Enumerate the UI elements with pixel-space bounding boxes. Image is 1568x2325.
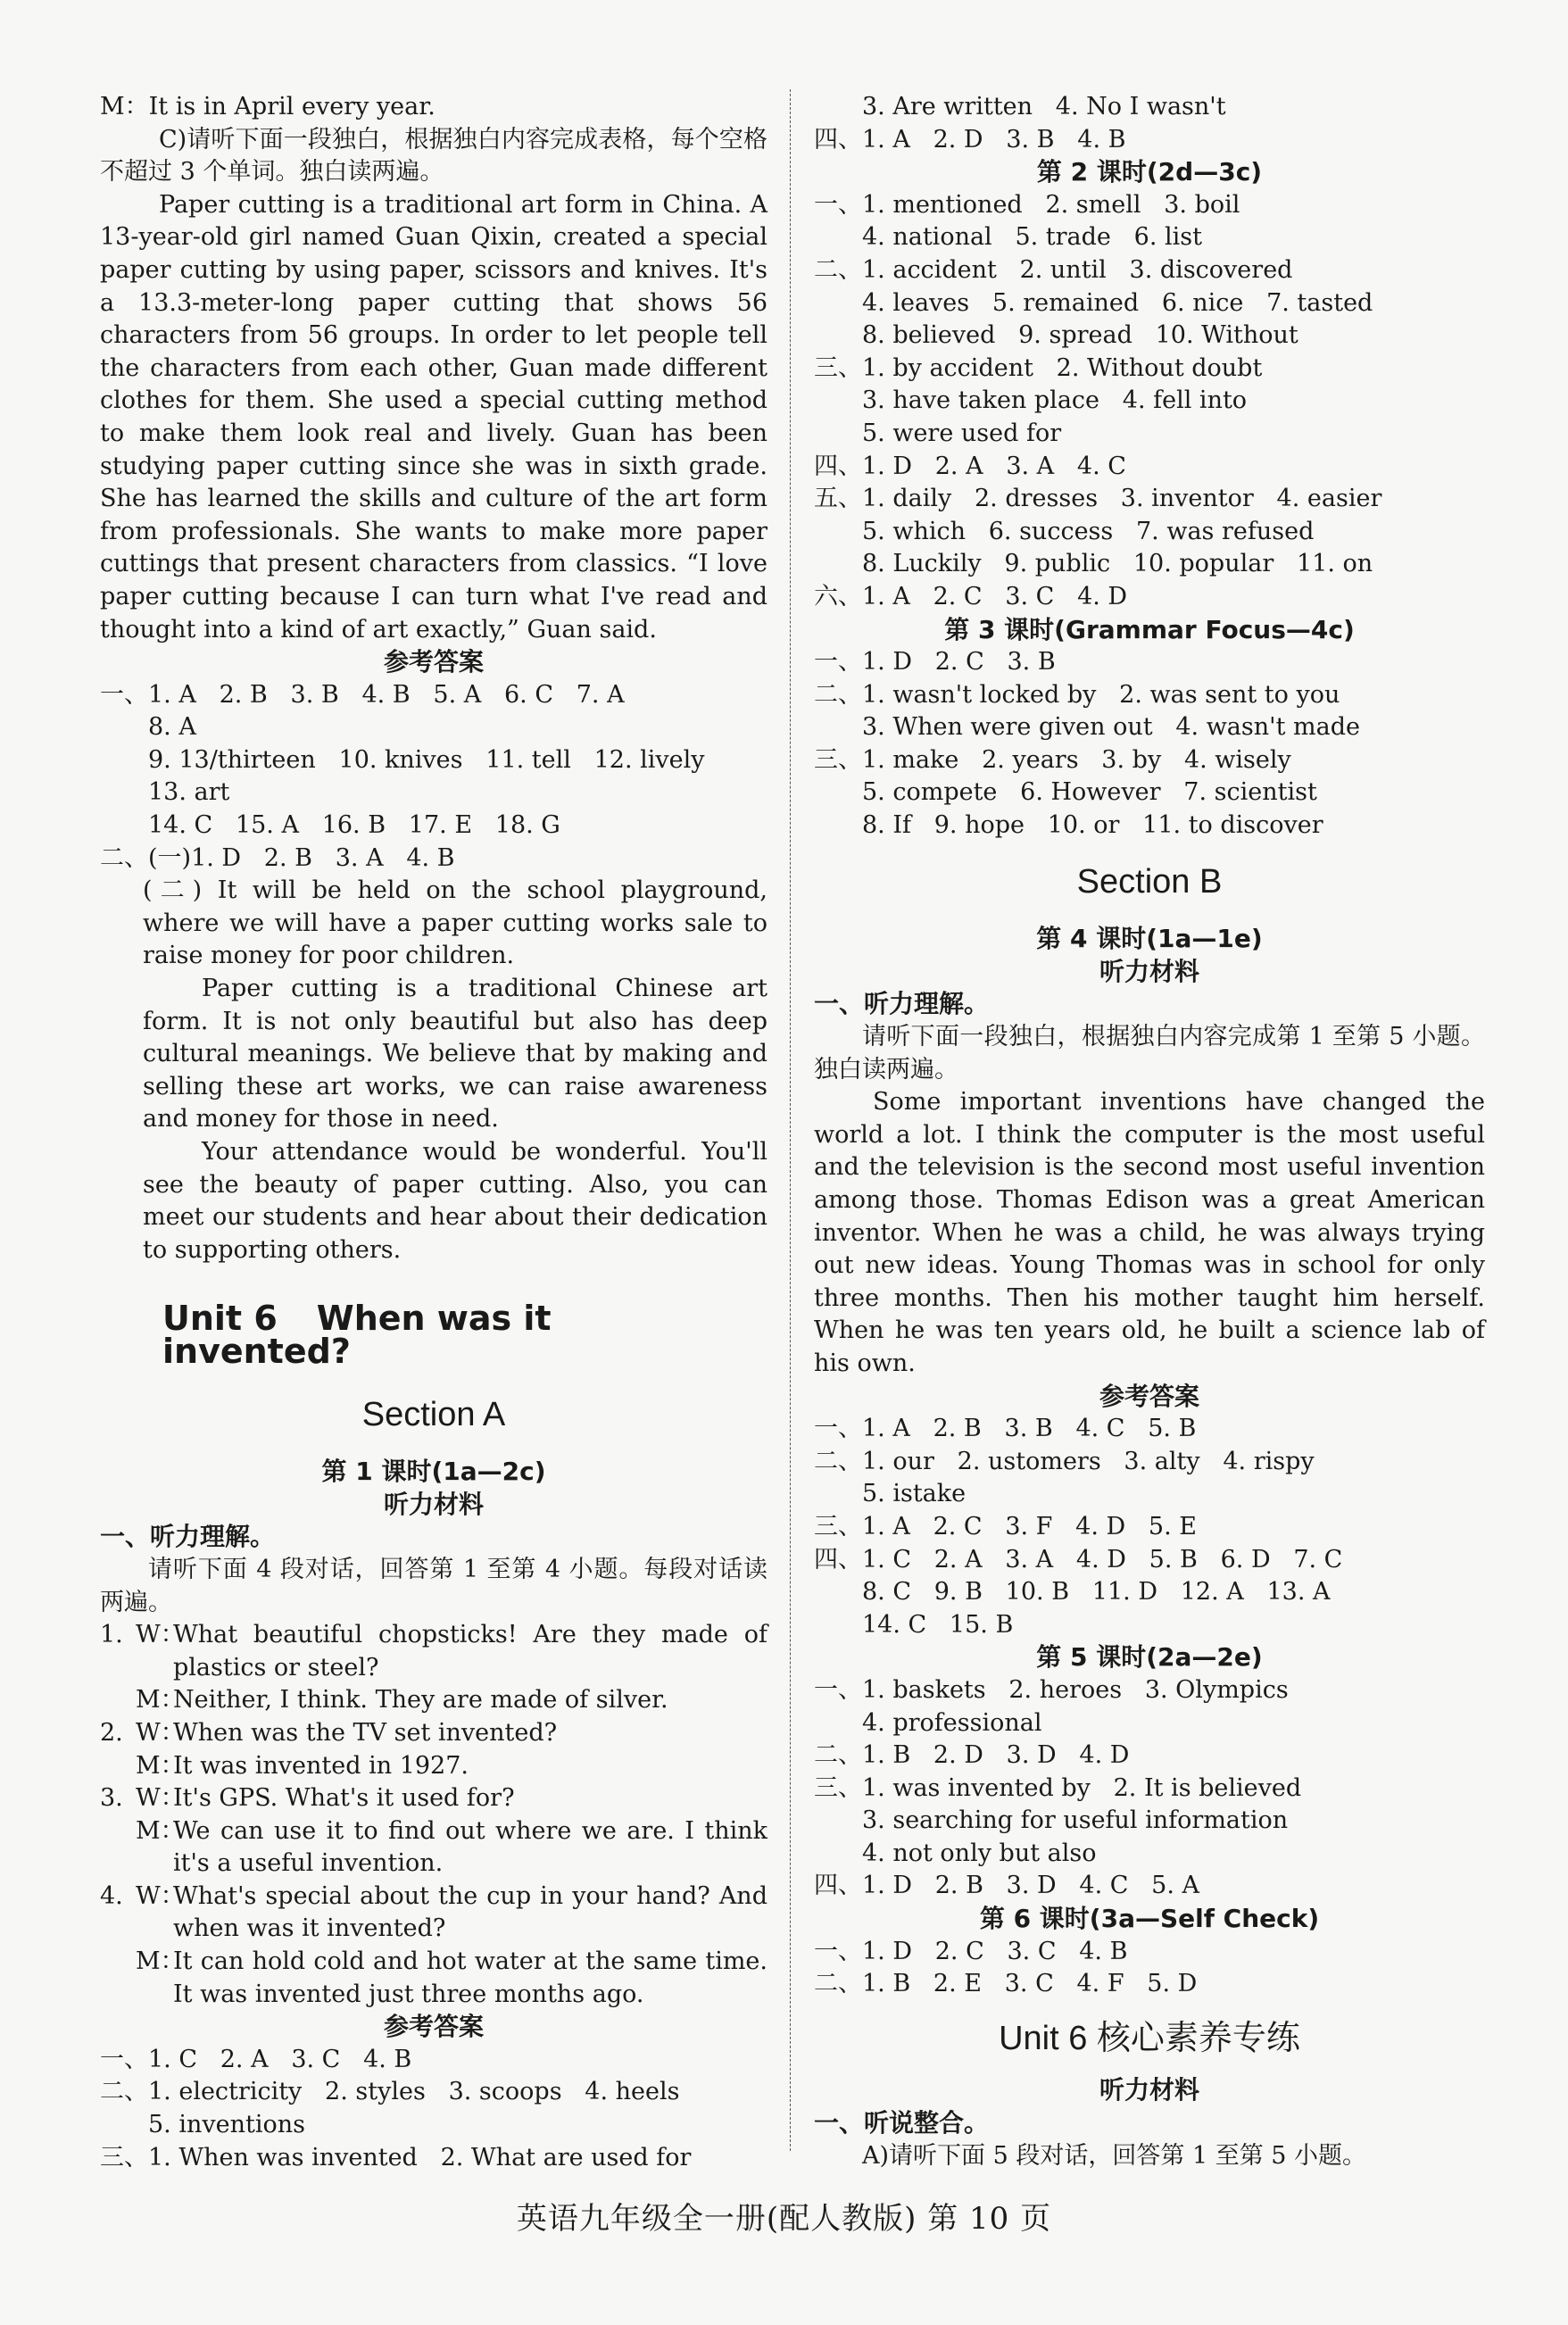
answer-line: 8. Luckily 9. public 10. popular 11. on — [862, 550, 1373, 578]
answer-line: 3. Are written 4. No I wasn't — [862, 93, 1226, 120]
answer-line: 二、1. accident 2. until 3. discovered — [814, 255, 1293, 284]
lesson-heading: 第 1 课时(1a—2c) — [321, 1457, 546, 1487]
writing-answer-part2: (二) It will be held on the school playground, where we will have a paper cutting works sale to raise money for poor children. — [143, 876, 767, 970]
answer-line: 三、1. A 2. C 3. F 4. D 5. E — [814, 1512, 1197, 1540]
lesson-heading: 第 4 课时(1a—1e) — [1036, 924, 1263, 954]
writing-answer-paragraph: Your attendance would be wonderful. You'll see the beauty of paper cutting. Also, you can meet our students and hear about their dedication to supporting others. — [143, 1138, 767, 1264]
paper-cutting-monologue: Paper cutting is a traditional art form in China. A 13-year-old girl named Guan Qixin, created a special paper cutting by using paper, scissors and knives. It's a 13.3-meter-long paper cutting that shows 56 characters from 56 groups. In order to let people tell the characters from each other, Guan made different clothes for them. She used a special cutting method to make them look real and lively. Guan has been studying paper cutting since she was in sixth grade. She has learned the skills and culture of the art form from professionals. She wants to make more paper cuttings that present characters from classics. “I love paper cutting because I can turn what I've read and thought into a kind of art exactly,” Guan said. — [100, 190, 767, 644]
answer-line: 14. C 15. B — [862, 1610, 1014, 1639]
right-column — [814, 91, 1485, 2172]
answer-line: 二、(一)1. D 2. B 3. A 4. B — [100, 843, 455, 872]
dialogue-line: 3. W： It's GPS. What's it used for? — [100, 1784, 515, 1813]
left-column — [100, 91, 767, 2174]
answer-line: 六、1. A 2. C 3. C 4. D — [814, 582, 1128, 610]
dialogue-line: M： Neither, I think. They are made of silver. — [136, 1686, 668, 1715]
dialogue-line: 1. W： What beautiful chopsticks! Are they made of plastics or steel? — [100, 1621, 767, 1681]
answer-line: 9. 13/thirteen 10. knives 11. tell 12. lively — [148, 745, 705, 774]
dialogue-line: M：It is in April every year. — [100, 93, 436, 120]
answer-line: 3. have taken place 4. fell into — [862, 386, 1248, 415]
answer-line: 三、1. by accident 2. Without doubt — [814, 353, 1263, 382]
section-a-title: Section A — [361, 1395, 506, 1433]
answer-line: 3. searching for useful information — [862, 1806, 1289, 1835]
answer-line: 三、1. was invented by 2. It is believed — [814, 1773, 1302, 1802]
listening-instruction: 请听下面 4 段对话，回答第 1 至第 4 小题。每段对话读两遍。 — [100, 1555, 767, 1616]
dialogue-line: M： It can hold cold and hot water at the same time. It was invented just three months ago. — [136, 1947, 767, 2008]
answer-line: 5. which 6. success 7. was refused — [862, 517, 1315, 545]
lesson-heading: 第 6 课时(3a—Self Check) — [979, 1904, 1320, 1934]
dialogue-line: M： It was invented in 1927. — [136, 1751, 469, 1780]
column-divider — [790, 89, 791, 2151]
answer-line: 4. not only but also — [862, 1839, 1097, 1867]
answer-line: 5. were used for — [862, 419, 1062, 447]
section-c-instruction: C)请听下面一段独白，根据独白内容完成表格，每个空格不超过 3 个单词。独白读两遍。 — [100, 125, 767, 187]
listening-label: 一、听力理解。 — [814, 989, 990, 1019]
listening-instruction: A)请听下面 5 段对话，回答第 1 至第 5 小题。 — [862, 2141, 1367, 2170]
answer-line: 三、1. make 2. years 3. by 4. wisely — [814, 745, 1291, 774]
dialogue-list — [100, 1619, 767, 2011]
answer-line: 一、1. baskets 2. heroes 3. Olympics — [814, 1675, 1289, 1704]
answer-line: 四、1. C 2. A 3. A 4. D 5. B 6. D 7. C — [814, 1545, 1343, 1574]
answer-line: 二、1. B 2. D 3. D 4. D — [814, 1741, 1130, 1770]
answer-line: 一、1. A 2. B 3. B 4. B 5. A 6. C 7. A — [100, 680, 625, 709]
answer-line: 5. istake — [862, 1480, 967, 1508]
answer-line: 二、1. wasn't locked by 2. was sent to you — [814, 680, 1340, 709]
listening-label: 一、听说整合。 — [814, 2108, 990, 2138]
answer-key-heading: 参考答案 — [383, 647, 484, 677]
listening-instruction: 请听下面一段独白，根据独白内容完成第 1 至第 5 小题。独白读两遍。 — [814, 1023, 1485, 1084]
writing-answer-paragraph: Paper cutting is a traditional Chinese art form. It is not only beautiful but also has deep cultural meanings. We believe that by making and selling these art works, we can raise awareness and money for those in need. — [143, 975, 767, 1133]
answer-line: 4. national 5. trade 6. list — [862, 223, 1202, 252]
answer-line: 8. A — [148, 713, 196, 742]
answer-line: 四、1. A 2. D 3. B 4. B — [814, 125, 1126, 154]
answer-line: 一、1. A 2. B 3. B 4. C 5. B — [814, 1415, 1197, 1443]
answer-line: 5. compete 6. However 7. scientist — [862, 778, 1317, 807]
listening-material-heading: 听力材料 — [383, 1489, 484, 1519]
answer-line: 二、1. our 2. ustomers 3. alty 4. rispy — [814, 1447, 1315, 1475]
inventions-monologue: Some important inventions have changed the world a lot. I think the computer is the most useful and the television is the second most useful invention among those. Thomas Edison was a great American inventor. When he was a child, he was always trying out new ideas. Young Thomas was in school for only three months. Then his mother taught him herself. When he was ten years old, he built a science lab of his own. — [814, 1088, 1485, 1377]
answer-line: 一、1. D 2. C 3. C 4. B — [814, 1937, 1128, 1965]
lesson-heading: 第 5 课时(2a—2e) — [1036, 1642, 1263, 1673]
unit-core-title: Unit 6 核心素养专练 — [999, 2019, 1300, 2057]
answer-line: 三、1. When was invented 2. What are used for — [100, 2143, 692, 2171]
answer-line: 8. believed 9. spread 10. Without — [862, 321, 1298, 350]
answer-key-heading: 参考答案 — [383, 2012, 484, 2042]
answer-line: 一、1. D 2. C 3. B — [814, 648, 1056, 677]
listening-material-heading: 听力材料 — [1099, 2075, 1199, 2105]
answer-line: 4. leaves 5. remained 6. nice 7. tasted — [862, 288, 1373, 317]
answer-key-heading: 参考答案 — [1099, 1381, 1199, 1411]
answer-line: 五、1. daily 2. dresses 3. inventor 4. easier — [814, 485, 1382, 513]
section-b-title: Section B — [1076, 862, 1223, 901]
answer-line: 4. professional — [862, 1708, 1042, 1737]
dialogue-line: M： We can use it to find out where we are. I think it's a useful invention. — [136, 1816, 767, 1878]
answer-line: 3. When were given out 4. wasn't made — [862, 713, 1360, 742]
page-footer: 英语九年级全一册(配人教版) 第 10 页 — [516, 2201, 1052, 2237]
answer-line: 二、1. electricity 2. styles 3. scoops 4. heels — [100, 2078, 680, 2106]
answer-line: 一、1. C 2. A 3. C 4. B — [100, 2045, 412, 2073]
unit-label: Unit 6 — [162, 1299, 278, 1339]
answer-line: 一、1. mentioned 2. smell 3. boil — [814, 190, 1240, 219]
unit-title — [162, 1299, 767, 1371]
answer-line: 13. art — [148, 778, 230, 807]
lesson-heading: 第 3 课时(Grammar Focus—4c) — [944, 614, 1355, 644]
dialogue-line: 2. W： When was the TV set invented? — [100, 1718, 558, 1747]
answer-line: 8. C 9. B 10. B 11. D 12. A 13. A — [862, 1578, 1331, 1607]
answer-line: 四、1. D 2. B 3. D 4. C 5. A — [814, 1872, 1199, 1900]
dialogue-line: 4. W： What's special about the cup in your hand? And when was it invented? — [100, 1881, 767, 1943]
listening-label: 一、听力理解。 — [100, 1522, 276, 1552]
answer-line: 14. C 15. A 16. B 17. E 18. G — [148, 811, 560, 840]
answer-line: 四、1. D 2. A 3. A 4. C — [814, 452, 1126, 480]
unit-name: When was it invented? — [162, 1299, 552, 1371]
answer-line: 8. If 9. hope 10. or 11. to discover — [862, 811, 1323, 840]
listening-material-heading: 听力材料 — [1099, 956, 1199, 986]
lesson-heading: 第 2 课时(2d—3c) — [1036, 157, 1263, 187]
answer-line: 5. inventions — [148, 2111, 305, 2139]
answer-line: 二、1. B 2. E 3. C 4. F 5. D — [814, 1970, 1198, 1998]
